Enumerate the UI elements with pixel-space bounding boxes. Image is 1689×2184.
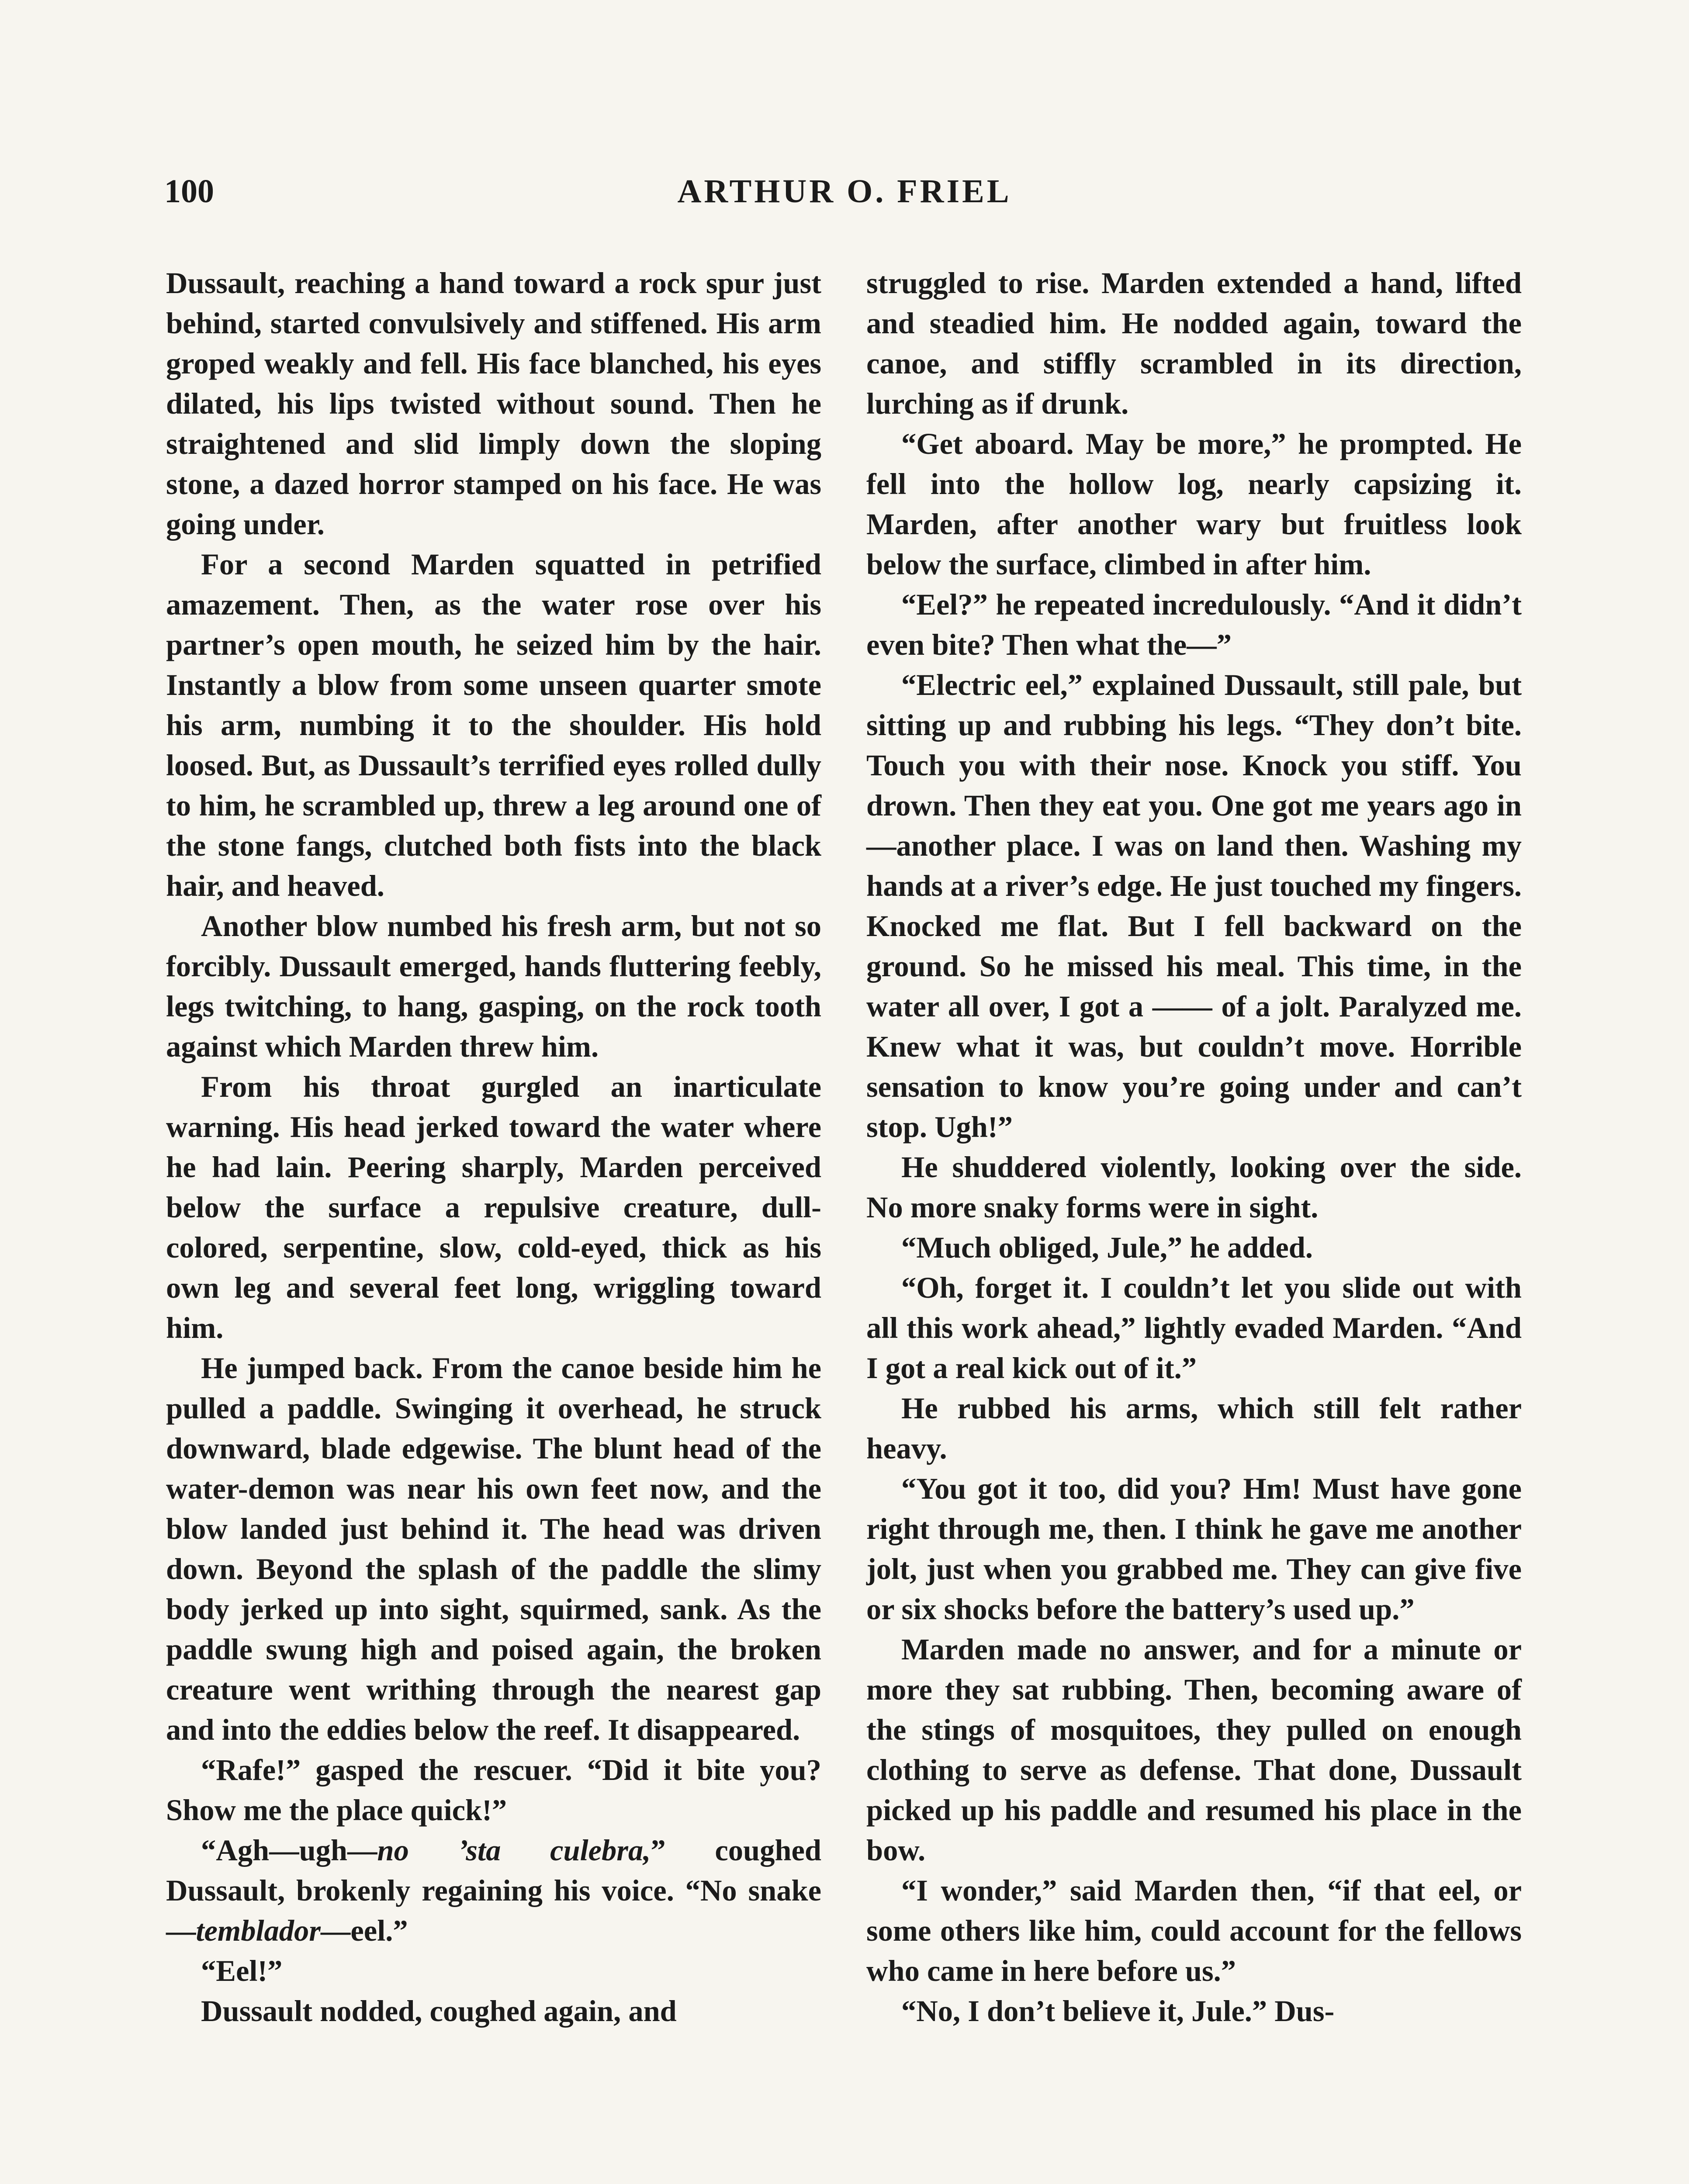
paragraph: “Much obliged, Jule,” he added. <box>901 1231 1313 1264</box>
paragraph: “Oh, forget it. I couldn’t let you slide out with all this work ahead,” lightly evaded Marden. “And I got a real kick out of it.” <box>866 1271 1522 1385</box>
paragraph: “Eel?” he repeated incredulously. “And it didn’t even bite? Then what the—” <box>866 588 1522 661</box>
paragraph: For a second Marden squatted in petrified amazement. Then, as the water rose over his partner’s open mouth, he seized him by the hair. Instantly a blow from some unseen quarter smote his arm, numbing it to the shoulder. His hold loosed. But, as Dussault’s terrified eyes rolled dully to him, he scrambled up, threw a leg around one of the stone fangs, clutched both fists into the black hair, and heaved. <box>166 548 821 902</box>
paragraph: “Eel!” <box>201 1954 283 1987</box>
paragraph: He jumped back. From the canoe beside him he pulled a paddle. Swinging it overhead, he struck downward, blade edgewise. The blunt head of the water-demon was near his own feet now, and the blow landed just behind it. The head was driven down. Beyond the splash of the paddle the slimy body jerked up into sight, squirmed, sank. As the paddle swung high and poised again, the broken creature went writhing through the nearest gap and into the eddies below the reef. It disappeared. <box>166 1351 821 1746</box>
dialogue-text: “Agh—ugh— <box>201 1834 377 1867</box>
running-head-author: ARTHUR O. FRIEL <box>677 173 1012 210</box>
paragraph: He rubbed his arms, which still felt rather heavy. <box>866 1392 1522 1465</box>
left-column <box>166 263 821 2031</box>
paragraph: Another blow numbed his fresh arm, but not so forcibly. Dussault emerged, hands fluttering feebly, legs twitching, to hang, gasping, on the rock tooth against which Marden threw him. <box>166 909 821 1063</box>
page-header <box>164 173 1525 216</box>
spanish-phrase: no ’sta culebra, <box>377 1834 651 1867</box>
right-column <box>866 263 1522 2031</box>
paragraph: “You got it too, did you? Hm! Must have gone right through me, then. I think he gave me another jolt, just when you grabbed me. They can give five or six shocks before the battery’s used up.” <box>866 1472 1522 1626</box>
paragraph: From his throat gurgled an inarticulate warning. His head jerked toward the water where he had lain. Peering sharply, Marden perceived below the surface a repulsive creature, dull-colored, serpentine, slow, cold-eyed, thick as his own leg and several feet long, wriggling toward him. <box>166 1070 821 1344</box>
dialogue-text: ” coughed Dussault, brokenly regaining his voice. “No snake— <box>166 1834 821 1947</box>
spanish-word: temblador <box>196 1914 321 1947</box>
dialogue-text: —eel.” <box>320 1914 408 1947</box>
paragraph: “No, I don’t believe it, Jule.” Dus- <box>901 1994 1335 2028</box>
paragraph <box>166 1830 821 1951</box>
paragraph: “Get aboard. May be more,” he prompted. He fell into the hollow log, nearly capsizing it. Marden, after another wary but fruitless look below the surface, climbed in after him. <box>866 427 1522 581</box>
page-number: 100 <box>164 173 214 210</box>
paragraph: Dussault, reaching a hand toward a rock spur just behind, started convulsively and stiffened. His arm groped weakly and fell. His face blanched, his eyes dilated, his lips twisted without sound. Then he straightened and slid limply down the sloping stone, a dazed horror stamped on his face. He was going under. <box>166 266 821 541</box>
paragraph: Marden made no answer, and for a minute or more they sat rubbing. Then, becoming aware of the stings of mosquitoes, they pulled on enough clothing to serve as defense. That done, Dussault picked up his paddle and resumed his place in the bow. <box>866 1633 1522 1867</box>
paragraph: “I wonder,” said Marden then, “if that eel, or some others like him, could account for the fellows who came in here before us.” <box>866 1874 1522 1987</box>
paragraph: struggled to rise. Marden extended a hand, lifted and steadied him. He nodded again, toward the canoe, and stiffly scrambled in its direction, lurching as if drunk. <box>866 266 1522 420</box>
paragraph: “Electric eel,” explained Dussault, still pale, but sitting up and rubbing his legs. “They don’t bite. Touch you with their nose. Knock you stiff. You drown. Then they eat you. One got me years ago in—another place. I was on land then. Washing my hands at a river’s edge. He just touched my fingers. Knocked me flat. But I fell backward on the ground. So he missed his meal. This time, in the water all over, I got a —— of a jolt. Paralyzed me. Knew what it was, but couldn’t move. Horrible sensation to know you’re going under and can’t stop. Ugh!” <box>866 668 1522 1144</box>
paragraph: “Rafe!” gasped the rescuer. “Did it bite you? Show me the place quick!” <box>166 1753 821 1827</box>
paragraph: He shuddered violently, looking over the side. No more snaky forms were in sight. <box>866 1151 1522 1224</box>
paragraph: Dussault nodded, coughed again, and <box>201 1994 677 2028</box>
